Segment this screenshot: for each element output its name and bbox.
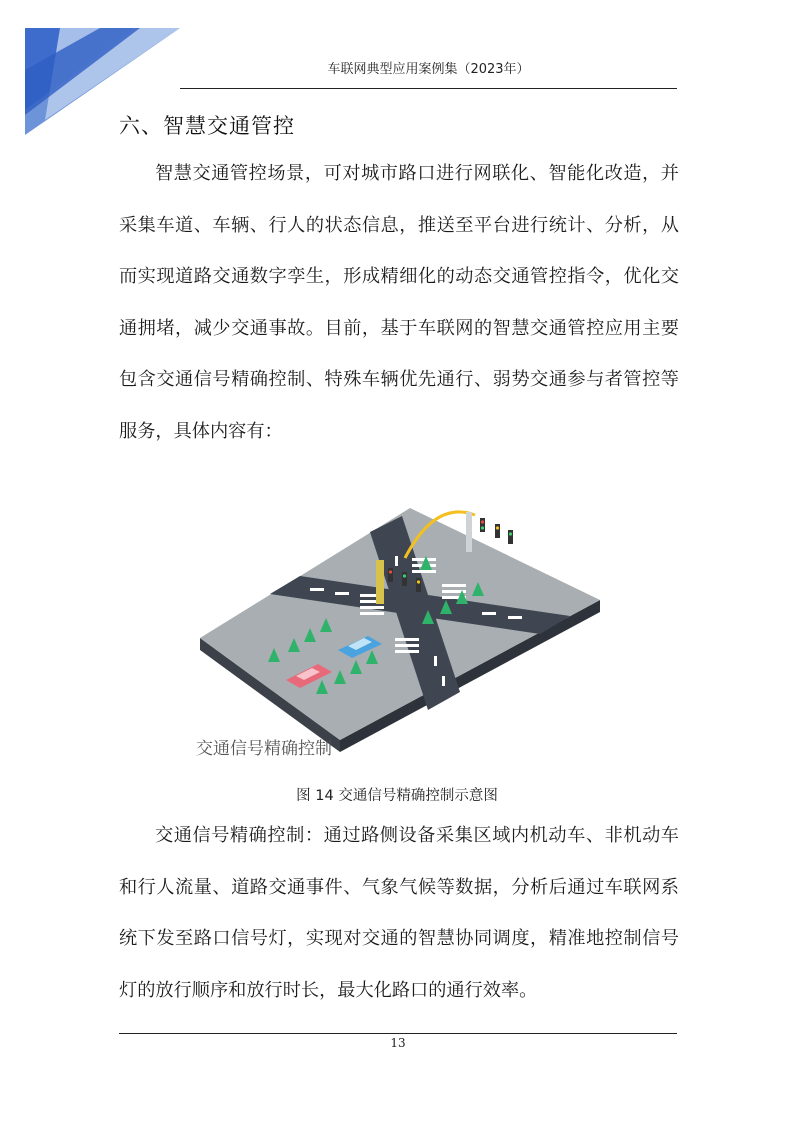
footer-rule [119, 1033, 677, 1034]
traffic-signal-control-illustration [190, 460, 610, 770]
body-paragraph-2: 交通信号精确控制：通过路侧设备采集区域内机动车、非机动车和行人流量、道路交通事件、气象气候等数据，分析后通过车联网系统下发至路口信号灯，实现对交通的智慧协同调度，精准地控制信号灯的放行顺序和放行时长，最大化路口的通行效率。 [119, 825, 679, 1001]
header-rule [180, 88, 677, 89]
header-title: 车联网典型应用案例集（2023年） [327, 62, 530, 77]
section-heading: 六、智慧交通管控 [119, 114, 295, 138]
body-paragraph-1: 智慧交通管控场景，可对城市路口进行网联化、智能化改造，并采集车道、车辆、行人的状态信息，推送至平台进行统计、分析，从而实现道路交通数字孪生，形成精细化的动态交通管控指令，优化交通拥堵，减少交通事故。目前，基于车联网的智慧交通管控应用主要包含交通信号精确控制、特殊车辆优先通行、弱势交通参与者管控等服务，具体内容有： [119, 163, 679, 442]
figure-inner-label: 交通信号精确控制 [196, 739, 332, 759]
figure-caption: 图 14 交通信号精确控制示意图 [296, 788, 498, 804]
page-number: 13 [390, 1036, 406, 1050]
